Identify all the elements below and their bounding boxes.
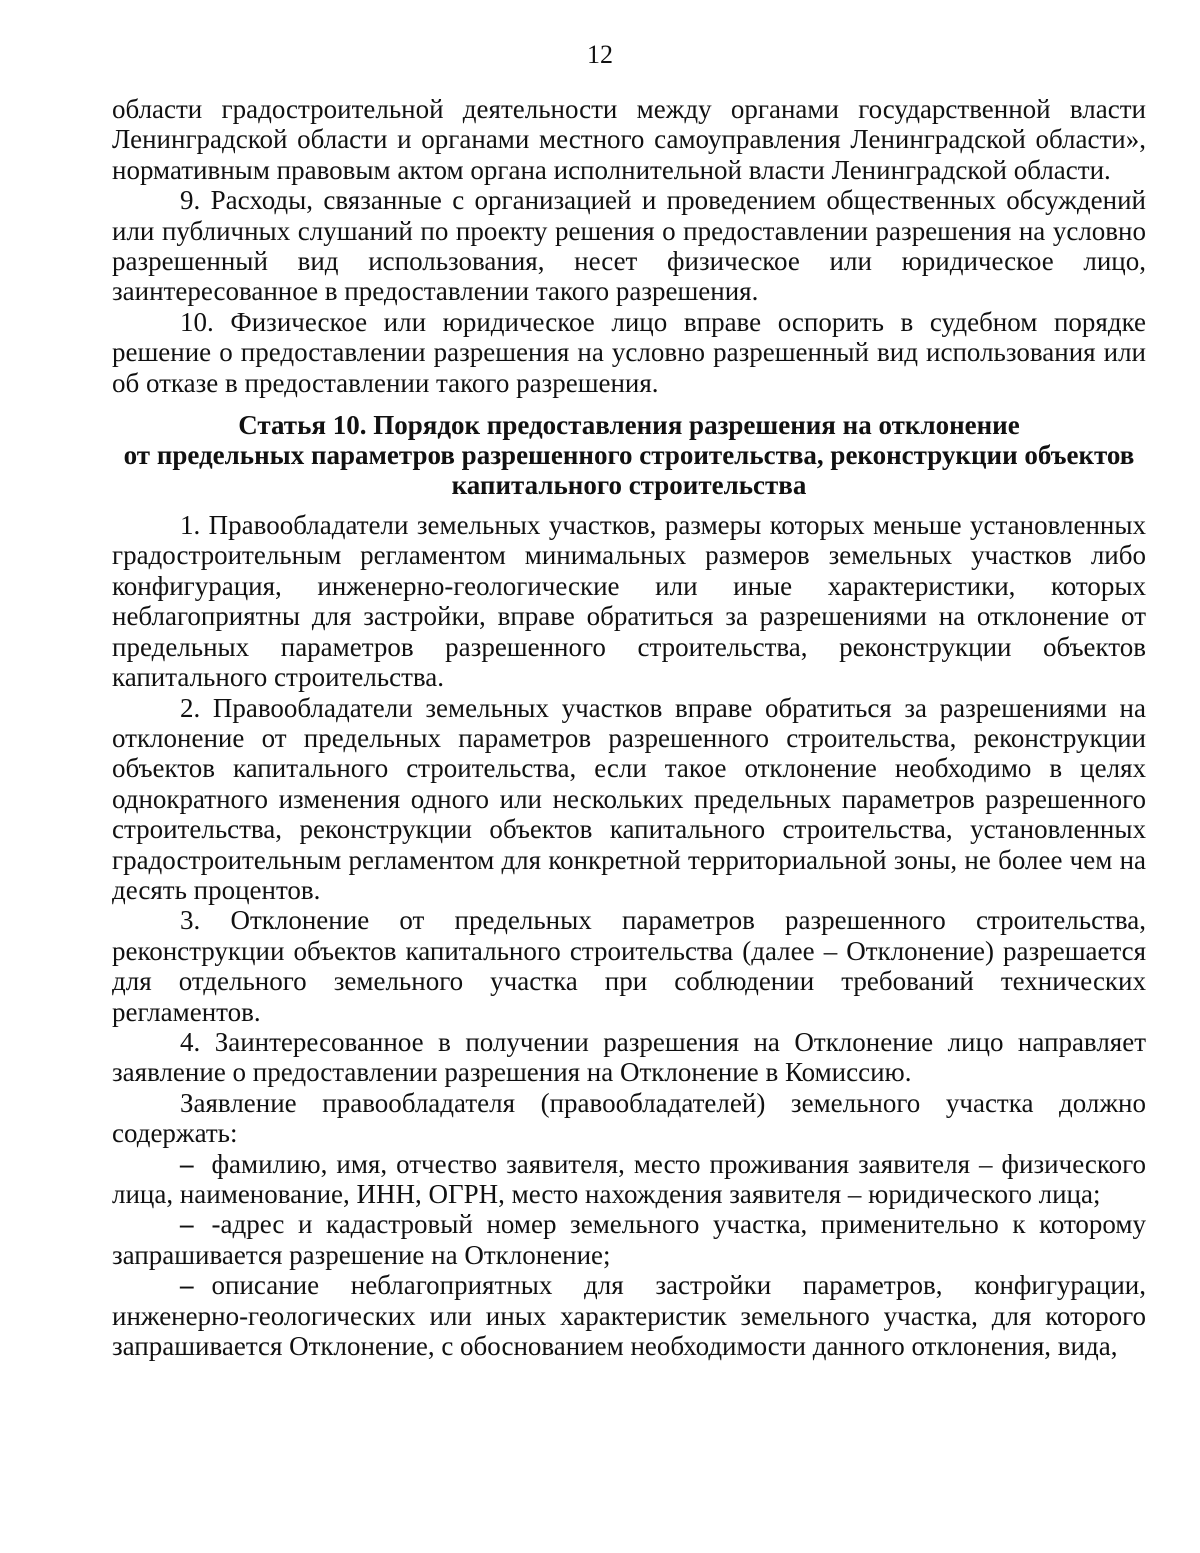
list-item [112,1270,1146,1361]
article-heading-line-3: капитального строительства [451,470,807,501]
paragraph-item-9: 9. Расходы, связанные с организацией и проведением общественных обсуждений или публичных слушаний по проекту решения о предоставлении разрешения на условно разрешенный вид использования, несет физическое или юридическое лицо, заинтересованное в предоставлении такого разрешения. [112,185,1146,307]
list-item-text: фамилию, имя, отчество заявителя, место проживания заявителя – физического лица, наименование, ИНН, ОГРН, место нахождения заявителя – юридического лица; [112,1148,1146,1209]
paragraph-item-10: 10. Физическое или юридическое лицо вправе оспорить в судебном порядке решение о предоставлении разрешения на условно разрешенный вид использования или об отказе в предоставлении такого разрешения. [112,306,1146,398]
article-paragraph-4: 4. Заинтересованное в получении разрешения на Отклонение лицо направляет заявление о предоставлении разрешения на Отклонение в Комиссию. [112,1026,1146,1088]
article-paragraph-2: 2. Правообладатели земельных участков вправе обратиться за разрешениями на отклонение от предельных параметров разрешенного строительства, реконструкции объектов капитального строительства, если такое отклонение необходимо в целях однократного изменения одного или нескольких предельных параметров разрешенного строительства, реконструкции объектов капитального строительства, установленных градостроительным регламентом для конкретной территориальной зоны, не более чем на десять процентов. [112,692,1146,905]
list-item-text: описание неблагоприятных для застройки параметров, конфигурации, инженерно-геологических или иных характеристик земельного участка, для которого запрашивается Отклонение, с обоснованием необходимости данного отклонения, вида, [112,1270,1146,1362]
list-item [112,1209,1146,1270]
article-heading-line-1: Статья 10. Порядок предоставления разрешения на отклонение [238,410,1020,441]
article-heading [112,410,1146,500]
paragraph-continuation: области градостроительной деятельности между органами государственной власти Ленинградской области и органами местного самоуправления Ленинградской области», нормативным правовым актом органа исполнительной власти Ленинградской области. [112,94,1146,185]
list-dash: – [180,1148,194,1179]
page-content [112,94,1146,1361]
article-paragraph-1: 1. Правообладатели земельных участков, размеры которых меньше установленных градостроительным регламентом минимальных размеров земельных участков либо конфигурация, инженерно-геологические или иные характеристики, которых неблагоприятны для застройки, вправе обратиться за разрешениями на отклонение от предельных параметров разрешенного строительства, реконструкции объектов капитального строительства. [112,510,1146,693]
list-item [112,1149,1146,1210]
list-dash: – [180,1270,194,1301]
list-item-text: -адрес и кадастровый номер земельного участка, применительно к которому запрашивается разрешение на Отклонение; [112,1209,1146,1270]
article-heading-line-2: от предельных параметров разрешенного строительства, реконструкции объектов [123,440,1135,471]
page-number: 12 [587,40,613,69]
list-dash: – [180,1209,194,1240]
article-paragraph-3: 3. Отклонение от предельных параметров разрешенного строительства, реконструкции объектов капитального строительства (далее – Отклонение) разрешается для отдельного земельного участка при соблюдении требований технических регламентов. [112,905,1146,1027]
application-contents-intro: Заявление правообладателя (правообладателей) земельного участка должно содержать: [112,1087,1146,1149]
